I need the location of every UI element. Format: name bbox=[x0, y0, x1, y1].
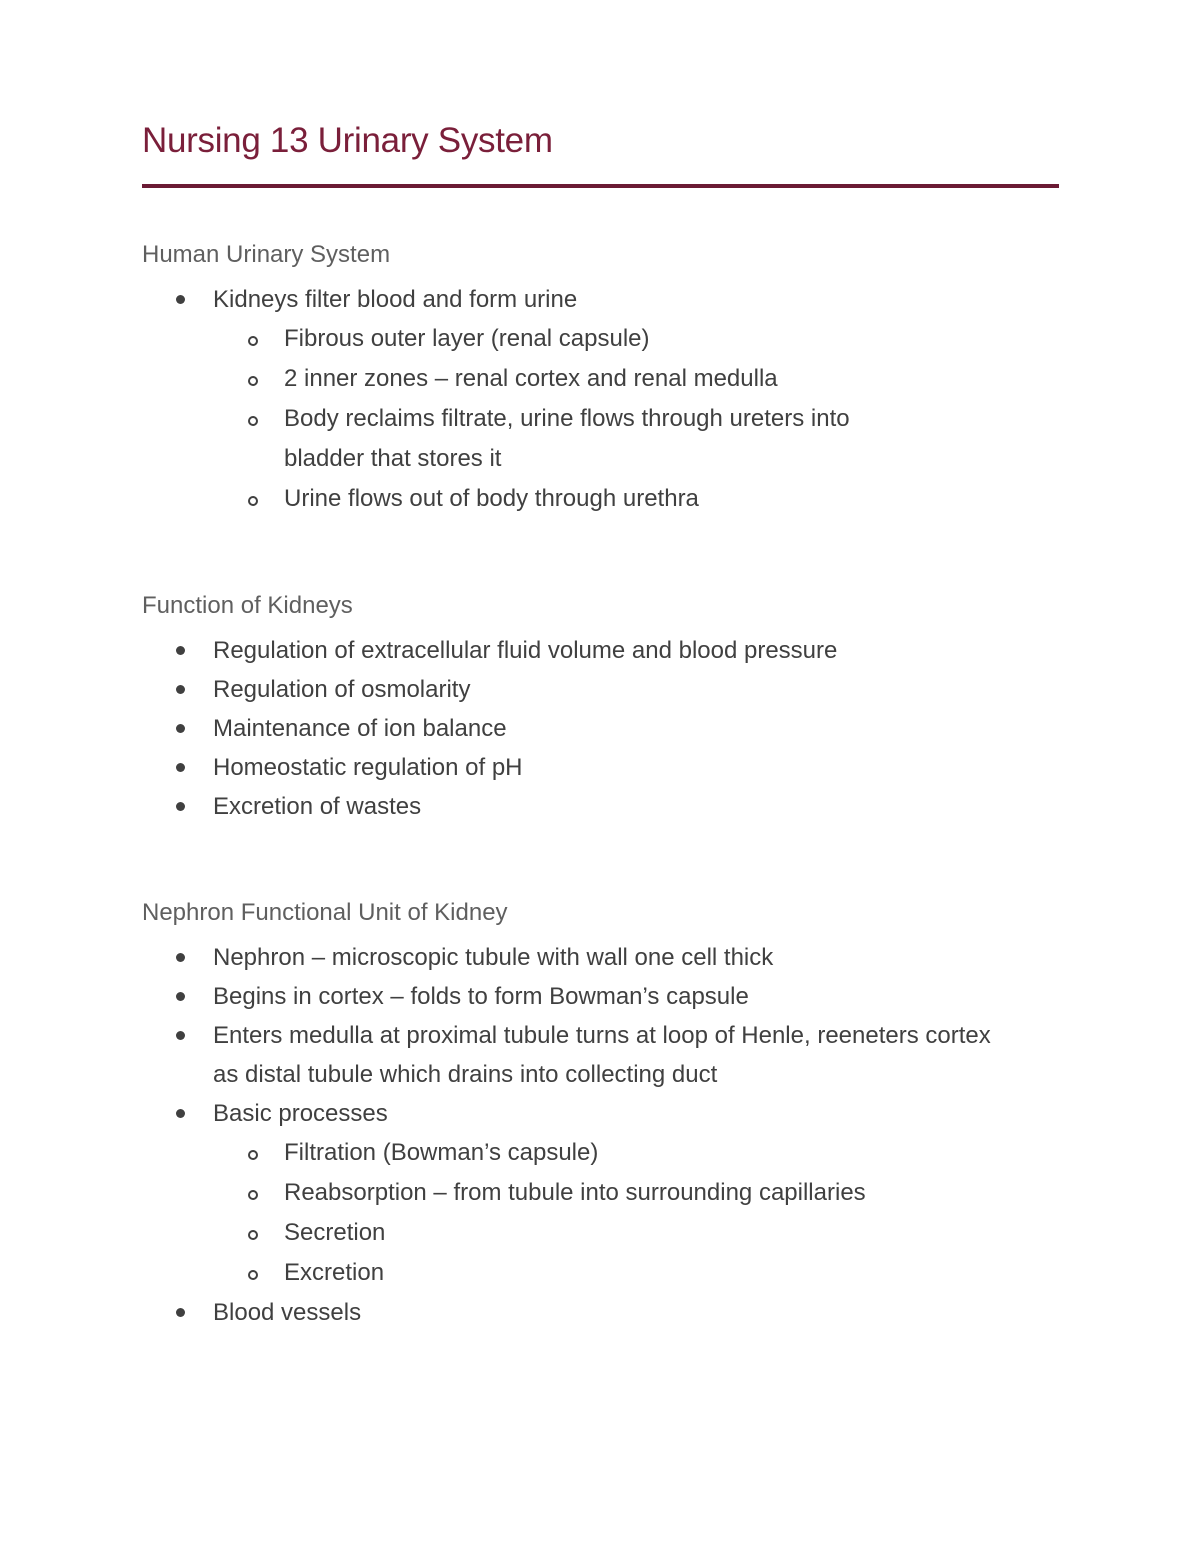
circle-bullet-icon bbox=[248, 1190, 258, 1200]
list-item bbox=[142, 280, 1059, 519]
list-item-text: Begins in cortex – folds to form Bowman’s capsule bbox=[213, 983, 749, 1010]
bullet-icon bbox=[176, 1109, 185, 1118]
bullet-icon bbox=[176, 724, 185, 733]
list-item-text: Excretion of wastes bbox=[213, 793, 422, 820]
list-item-text: Maintenance of ion balance bbox=[213, 715, 507, 742]
document-page bbox=[142, 118, 1059, 1332]
circle-bullet-icon bbox=[248, 1150, 258, 1160]
list-item bbox=[142, 1094, 1059, 1293]
sub-list-item-text: Excretion bbox=[284, 1259, 385, 1286]
sub-list-item-text: Secretion bbox=[284, 1219, 386, 1246]
sub-list bbox=[213, 319, 1059, 519]
list-item-text: Regulation of osmolarity bbox=[213, 676, 471, 703]
bullet-icon bbox=[176, 685, 185, 694]
sub-list-item bbox=[213, 319, 1059, 359]
list-item-text: Regulation of extracellular fluid volume and blood pressure bbox=[213, 637, 838, 664]
list-item-text: Nephron – microscopic tubule with wall one cell thick bbox=[213, 944, 774, 971]
bullet-icon bbox=[176, 295, 185, 304]
list-item-text: Homeostatic regulation of pH bbox=[213, 754, 523, 781]
list-item bbox=[142, 709, 1059, 748]
sub-list-item bbox=[213, 1133, 1059, 1173]
list-item-text: Enters medulla at proximal tubule turns at loop of Henle, reeneters cortex as distal tubule which drains into collecting duct bbox=[213, 1022, 991, 1088]
circle-bullet-icon bbox=[248, 1270, 258, 1280]
sub-list-item bbox=[213, 1213, 1059, 1253]
title-divider bbox=[142, 184, 1059, 188]
section-function-of-kidneys bbox=[142, 591, 1059, 826]
bullet-icon bbox=[176, 1308, 185, 1317]
sub-list-item bbox=[213, 1173, 1059, 1213]
list-item bbox=[142, 1016, 1059, 1094]
list-item-text: Kidneys filter blood and form urine bbox=[213, 286, 578, 313]
bullet-icon bbox=[176, 1031, 185, 1040]
bullet-icon bbox=[176, 763, 185, 772]
sub-list-item bbox=[213, 479, 1059, 519]
list-item-text: Blood vessels bbox=[213, 1299, 362, 1326]
list-item-text: Basic processes bbox=[213, 1100, 388, 1127]
bullet-icon bbox=[176, 802, 185, 811]
list-item bbox=[142, 670, 1059, 709]
sub-list-item-text: 2 inner zones – renal cortex and renal medulla bbox=[284, 365, 778, 392]
circle-bullet-icon bbox=[248, 336, 258, 346]
sub-list-item-text: Body reclaims filtrate, urine flows through ureters into bladder that stores it bbox=[284, 405, 850, 472]
list-item bbox=[142, 748, 1059, 787]
list-item bbox=[142, 938, 1059, 977]
circle-bullet-icon bbox=[248, 416, 258, 426]
sub-list bbox=[213, 1133, 1059, 1293]
section-human-urinary-system bbox=[142, 240, 1059, 519]
bullet-list bbox=[142, 631, 1059, 826]
section-nephron-functional-unit bbox=[142, 898, 1059, 1332]
sub-list-item-text: Reabsorption – from tubule into surrounding capillaries bbox=[284, 1179, 866, 1206]
section-heading: Function of Kidneys bbox=[142, 592, 353, 619]
sub-list-item-text: Filtration (Bowman’s capsule) bbox=[284, 1139, 599, 1166]
bullet-list bbox=[142, 938, 1059, 1332]
bullet-icon bbox=[176, 646, 185, 655]
sub-list-item-text: Fibrous outer layer (renal capsule) bbox=[284, 325, 650, 352]
list-item bbox=[142, 977, 1059, 1016]
circle-bullet-icon bbox=[248, 496, 258, 506]
circle-bullet-icon bbox=[248, 1230, 258, 1240]
section-heading: Nephron Functional Unit of Kidney bbox=[142, 899, 508, 926]
sub-list-item-text: Urine flows out of body through urethra bbox=[284, 485, 699, 512]
bullet-icon bbox=[176, 992, 185, 1001]
document-title: Nursing 13 Urinary System bbox=[142, 121, 553, 160]
sub-list-item bbox=[213, 359, 1059, 399]
section-heading: Human Urinary System bbox=[142, 241, 391, 268]
circle-bullet-icon bbox=[248, 376, 258, 386]
list-item bbox=[142, 631, 1059, 670]
bullet-icon bbox=[176, 953, 185, 962]
bullet-list bbox=[142, 280, 1059, 519]
list-item bbox=[142, 1293, 1059, 1332]
list-item bbox=[142, 787, 1059, 826]
sub-list-item bbox=[213, 1253, 1059, 1293]
sub-list-item bbox=[213, 399, 1059, 479]
